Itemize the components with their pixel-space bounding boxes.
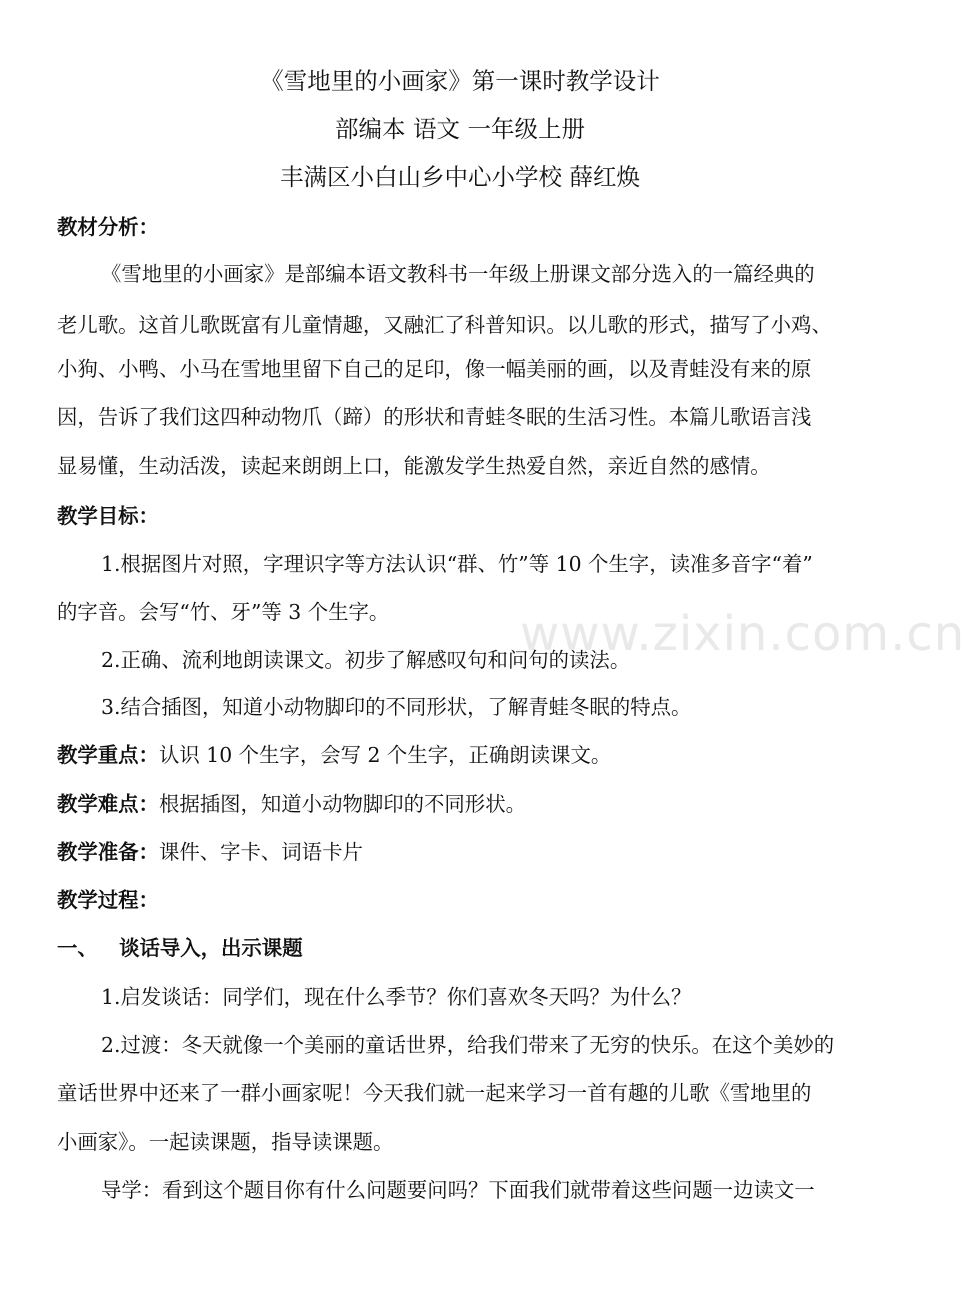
preparation-row <box>57 839 363 865</box>
document-title: 《雪地里的小画家》第一课时教学设计 <box>260 67 660 95</box>
goal-line: 2.正确、流利地朗读课文。初步了解感叹句和问句的读法。 <box>101 648 631 672</box>
watermark: www.zixin.com.cn <box>520 606 965 662</box>
goal-line: 1.根据图片对照，字理识字等方法认识“群、竹”等 10 个生字，读准多音字“着” <box>101 552 813 576</box>
analysis-heading: 教材分析： <box>57 215 159 239</box>
key-points-row <box>57 742 611 768</box>
process-line: 2.过渡：冬天就像一个美丽的童话世界，给我们带来了无穷的快乐。在这个美妙的 <box>101 1033 835 1057</box>
key-points-text: 认识 10 个生字，会写 2 个生字，正确朗读课文。 <box>158 743 612 767</box>
analysis-line: 显易懂，生动活泼，读起来朗朗上口，能激发学生热爱自然，亲近自然的感情。 <box>57 454 771 478</box>
goal-line: 3.结合插图，知道小动物脚印的不同形状，了解青蛙冬眠的特点。 <box>101 695 692 719</box>
difficulties-row <box>57 791 526 817</box>
process-line: 导学：看到这个题目你有什么问题要问吗？下面我们就带着这些问题一边读文一 <box>101 1178 815 1202</box>
process-line: 童话世界中还来了一群小画家呢！今天我们就一起来学习一首有趣的儿歌《雪地里的 <box>57 1081 812 1105</box>
school-author: 丰满区小白山乡中心小学校 薛红焕 <box>280 163 640 191</box>
analysis-line: 《雪地里的小画家》是部编本语文教科书一年级上册课文部分选入的一篇经典的 <box>101 262 815 286</box>
process-heading: 教学过程： <box>57 888 159 912</box>
goal-line: 的字音。会写“竹、牙”等 3 个生字。 <box>57 600 390 624</box>
process-line: 1.启发谈话：同学们，现在什么季节？你们喜欢冬天吗？为什么？ <box>101 985 692 1009</box>
document-subtitle: 部编本 语文 一年级上册 <box>335 115 585 143</box>
process-section-heading: 一、 谈话导入，出示课题 <box>57 936 303 960</box>
analysis-line: 小狗、小鸭、小马在雪地里留下自己的足印，像一幅美丽的画，以及青蛙没有来的原 <box>57 357 812 381</box>
preparation-label: 教学准备： <box>57 840 159 864</box>
difficulties-label: 教学难点： <box>57 792 159 816</box>
key-points-label: 教学重点： <box>57 743 159 767</box>
process-line: 小画家》。一起读课题，指导读课题。 <box>57 1130 394 1154</box>
analysis-line: 老儿歌。这首儿歌既富有儿童情趣，又融汇了科普知识。以儿歌的形式，描写了小鸡、 <box>57 313 832 337</box>
analysis-line: 因，告诉了我们这四种动物爪（蹄）的形状和青蛙冬眠的生活习性。本篇儿歌语言浅 <box>57 405 812 429</box>
preparation-text: 课件、字卡、词语卡片 <box>158 840 363 864</box>
goals-heading: 教学目标： <box>57 504 159 528</box>
difficulties-text: 根据插图，知道小动物脚印的不同形状。 <box>158 792 526 816</box>
